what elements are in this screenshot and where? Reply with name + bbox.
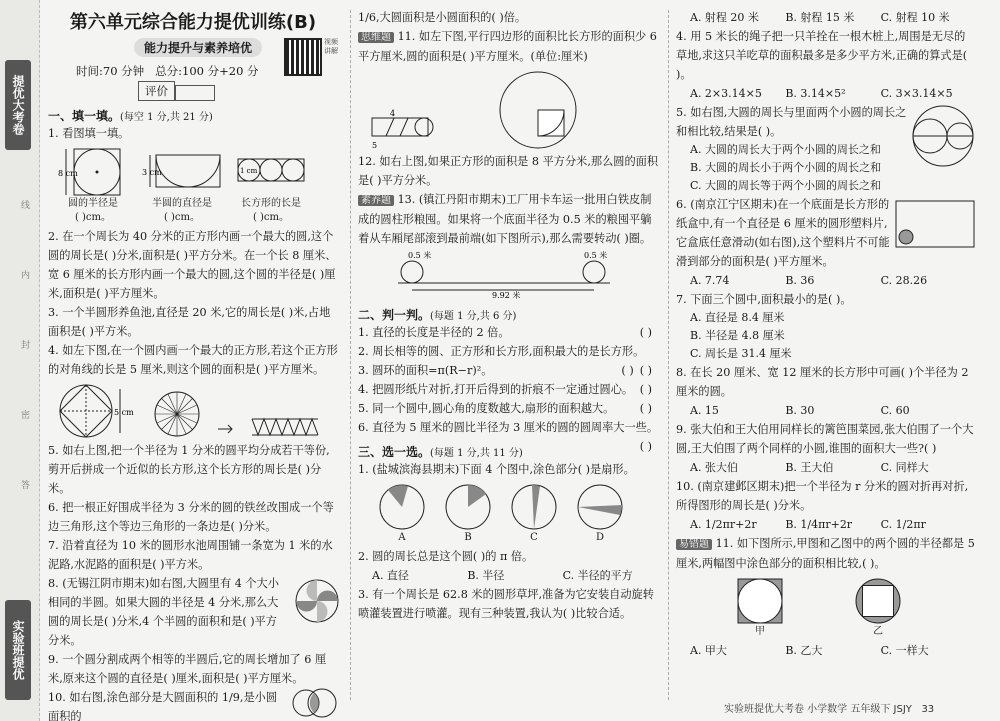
options: A. 甲大 B. 乙大 C. 一样大 (690, 644, 929, 657)
footer-text: 实验班提优大考卷 小学数学 五年级下 JSJY (724, 704, 912, 715)
option: B. 半径是 4.8 厘米 (690, 329, 785, 342)
column-3 (676, 8, 976, 660)
figure-row (368, 70, 658, 150)
question: 易错题 11. 如下图所示,甲图和乙图中的两个圆的半径都是 5 厘米,两幅图中涂色部分的面积相比较,( )。 (676, 537, 975, 570)
fold-mark: 线 (19, 200, 29, 209)
total-score: 总分:100 分+20 分 (155, 64, 259, 78)
overlap-circles (288, 688, 340, 718)
question: 6. 把一根正好围成半径为 3 分米的圆的铁丝改围成一个等边三角形,这个等边三角形的一条边是( )分米。 (48, 501, 334, 533)
fig-caption: ( )cm。 (252, 212, 290, 223)
section-heading: 一、填一填。(每空 1 分,共 21 分) (48, 109, 213, 123)
svg-text:3 cm: 3 cm (142, 168, 162, 177)
question: 6. (南京江宁区期末)在一个底面是长方形的纸盒中,有一个直径是 6 厘米的圆形塑料片,它盒底任意滑动(如右图),这个塑料片不可能滑到部分的面积是( )平方厘米。 (676, 198, 890, 268)
judge-item: 2. 周长相等的圆、正方形和长方形,面积最大的是长方形。 ( ) (358, 345, 652, 377)
column-divider (350, 10, 351, 700)
question: 2. 在一个周长为 40 分米的正方形内画一个最大的圆,这个圆的周长是( )分米,面积是( )平方分米。在一个长 8 厘米、宽 6 厘米的长方形内画一个最大的圆,这个圆的半径是( )厘米,面积是( )平方厘米。 (48, 230, 337, 300)
svg-text:5: 5 (372, 141, 378, 150)
question: 3. 一个半圆形养鱼池,直径是 20 米,它的周长是( )米,占地面积是( )平方米。 (48, 306, 331, 338)
fold-mark: 密 (19, 410, 29, 419)
options: A. 射程 20 米 B. 射程 15 米 C. 射程 10 米 (690, 11, 950, 24)
question: 7. 沿着直径为 10 米的圆形水池周围铺一条宽为 1 米的水泥路,水泥路的面积是( )平方米。 (48, 539, 333, 571)
brand-logo: 提优大考卷 (5, 60, 31, 150)
pinwheel-figure (294, 578, 340, 624)
options: A. 1/2πr+2r B. 1/4πr+2r C. 1/2πr (690, 518, 926, 531)
judge-item: 1. 直径的长度是半径的 2 倍。 ( ) (358, 326, 652, 339)
question-with-figure (48, 574, 340, 650)
tag-badge: 素养题 (358, 195, 394, 206)
truck-bed-figure (388, 250, 618, 300)
svg-text:9.92 米: 9.92 米 (492, 291, 521, 300)
fold-mark: 封 (19, 340, 29, 349)
question: 9. 张大伯和王大伯用同样长的篱笆围菜园,张大伯围了一个大圆,王大伯围了两个同样的小圆,谁围的面积大一些?( ) (676, 423, 974, 455)
options: A. 张大伯 B. 王大伯 C. 同样大 (690, 461, 929, 474)
question: 1. 看图填一填。 (48, 127, 130, 140)
brand-logo-bottom: 实验班提优 (5, 600, 31, 700)
page-footer (724, 700, 934, 715)
option: C. 周长是 31.4 厘米 (690, 347, 792, 360)
question-with-figure (676, 195, 976, 271)
svg-text:0.5 米: 0.5 米 (408, 251, 432, 260)
eval-label: 评价 (138, 81, 175, 101)
figure-row (736, 577, 976, 639)
figure-jia: 甲 (736, 577, 784, 639)
question: 1. (盐城滨海县期末)下面 4 个图中,涂色部分( )是扇形。 (358, 463, 635, 476)
fold-mark: 内 (19, 270, 29, 279)
eval-field[interactable] (175, 85, 215, 101)
svg-text:5 cm: 5 cm (114, 408, 134, 417)
qr-code (284, 38, 322, 76)
section-heading: 三、选一选。(每题 1 分,共 11 分) (358, 445, 523, 459)
question: 1/6,大圆面积是小圆面积的( )倍。 (358, 11, 527, 24)
box-disc-figure (894, 199, 976, 249)
question: 12. 如右上图,如果正方形的面积是 8 平方分米,那么圆的面积是( )平方分米。 (358, 155, 659, 187)
question: 4. 如左下图,在一个圆内画一个最大的正方形,若这个正方形的对角线的长是 5 厘米,则这个圆的面积是( )平方厘米。 (48, 344, 338, 376)
figure-row (58, 147, 340, 225)
fig-caption: 半圆的直径是 (152, 198, 212, 209)
svg-text:4: 4 (390, 109, 396, 118)
figure-square-circle (58, 147, 128, 225)
column-2 (358, 8, 658, 623)
question-with-figure (676, 103, 976, 195)
svg-text:0.5 米: 0.5 米 (584, 251, 608, 260)
option: A. 大圆的周长大于两个小圆的周长之和 (690, 143, 881, 156)
time-limit: 时间:70 分钟 (76, 64, 145, 78)
judge-item: 5. 同一个圆中,圆心角的度数越大,扇形的面积越大。 ( ) (358, 402, 652, 415)
question: 4. 用 5 米长的绳子把一只羊拴在一根木桩上,周围是无尽的草地,求这只羊吃草的面积最多是多少平方米,正确的算式是( )。 (676, 30, 968, 81)
question: 9. 一个圆分割成两个相等的半圆后,它的周长增加了 6 厘米,原来这个圆的直径是( )厘米,面积是( )平方厘米。 (48, 653, 327, 685)
question-with-figure (48, 688, 340, 721)
figure-rect-circles (236, 147, 306, 225)
parallelogram-figure (368, 106, 438, 150)
judge-item: 4. 把圆形纸片对折,打开后得到的折痕不一定通过圆心。 ( ) (358, 383, 652, 396)
question: 思维题 11. 如左下图,平行四边形的面积比长方形的面积少 6 平方厘米,圆的面积是( )平方厘米。(单位:厘米) (358, 30, 657, 63)
column-divider (668, 10, 669, 700)
options: A. 直径 B. 半径 C. 半径的平方 (372, 569, 633, 582)
section-heading: 二、判一判。(每题 1 分,共 6 分) (358, 308, 517, 322)
sliced-circle (152, 389, 202, 439)
option-figure-c: C (510, 483, 558, 545)
rectangle-approx (250, 415, 320, 439)
qr-label: 视频讲解 (324, 38, 338, 55)
fig-caption: 长方形的长是 (241, 198, 301, 209)
fig-caption: ( )cm。 (163, 212, 201, 223)
column-1 (48, 8, 340, 721)
fig-caption: 圆的半径是 (68, 198, 118, 209)
tag-badge: 易错题 (676, 539, 712, 550)
svg-text:1 cm: 1 cm (240, 167, 258, 175)
question: 5. 如右图,大圆的周长与里面两个小圆的周长之和相比较,结果是( )。 (676, 106, 907, 138)
figure-yi: 乙 (854, 577, 902, 639)
figure-row (378, 483, 658, 545)
judge-item: 6. 直径为 5 厘米的圆比半径为 3 厘米的圆的圆周率大一些。 ( ) (358, 421, 659, 453)
option-figure-d: D (576, 483, 624, 545)
arrow-icon (216, 419, 236, 439)
question: 素养题 13. (镇江丹阳市期末)工厂用卡车运一批用白铁皮制成的圆柱形粮囤。如果将一个底面半径为 0.5 米的粮囤平躺着从车厢尾部滚到最前端(如下图所示),那么需要转动( )圈。 (358, 193, 652, 245)
option: A. 直径是 8.4 厘米 (690, 311, 785, 324)
figure-half-circle (142, 147, 222, 225)
binding-margin (0, 0, 40, 721)
option: B. 大圆的周长小于两个小圆的周长之和 (690, 161, 882, 174)
page-subtitle: 能力提升与素养培优 (134, 38, 262, 57)
question: 5. 如右上图,把一个半径为 1 分米的圆平均分成若干等份,剪开后拼成一个近似的长方形,这个长方形的周长是( )分米。 (48, 444, 330, 495)
fig-label: 8 cm (58, 169, 78, 178)
circle-square-diagram (58, 383, 138, 439)
fig-caption: ( )cm。 (74, 212, 112, 223)
option-figure-a: A (378, 483, 426, 545)
tag-badge: 思维题 (358, 32, 394, 43)
question: 8. 在长 20 厘米、宽 12 厘米的长方形中可画( )个半径为 2 厘米的圆。 (676, 366, 969, 398)
evaluation-box (138, 81, 215, 101)
option: C. 大圆的周长等于两个小圆的周长之和 (690, 179, 882, 192)
judge-item: 3. 圆环的面积=π(R−r)²。 ( ) (358, 364, 634, 377)
option-figure-b: B (444, 483, 492, 545)
question: 8. (无锡江阴市期末)如右图,大圆里有 4 个大小相同的半圆。如果大圆的半径是 4 分米,那么大圆的周长是( )分米,4 个半圆的面积和是( )平方分米。 (48, 577, 279, 647)
question: 3. 有一个周长是 62.8 米的圆形草坪,准备为它安装自动旋转喷灌装置进行喷灌。现有三种装置,我认为( )比较合适。 (358, 588, 654, 620)
question: 10. 如右图,涂色部分是大圆面积的 1/9,是小圆面积的 (48, 691, 278, 721)
page-title: 第六单元综合能力提优训练(B) (69, 12, 317, 33)
figure-row (58, 383, 340, 439)
fold-mark: 答 (19, 480, 29, 489)
nested-circles-figure (910, 103, 976, 169)
page-number: 33 (921, 704, 935, 715)
circle-square-figure (498, 70, 578, 150)
options: A. 7.74 B. 36 C. 28.26 (690, 274, 928, 287)
question: 10. (南京建邺区期末)把一个半径为 r 分米的圆对折再对折,所得图形的周长是( )分米。 (676, 480, 969, 512)
options: A. 15 B. 30 C. 60 (690, 404, 910, 417)
options: A. 2×3.14×5 B. 3.14×5² C. 3×3.14×5 (690, 87, 953, 100)
question: 2. 圆的周长总是这个圆( )的 π 倍。 (358, 550, 534, 563)
question: 7. 下面三个圆中,面积最小的是( )。 (676, 293, 852, 306)
